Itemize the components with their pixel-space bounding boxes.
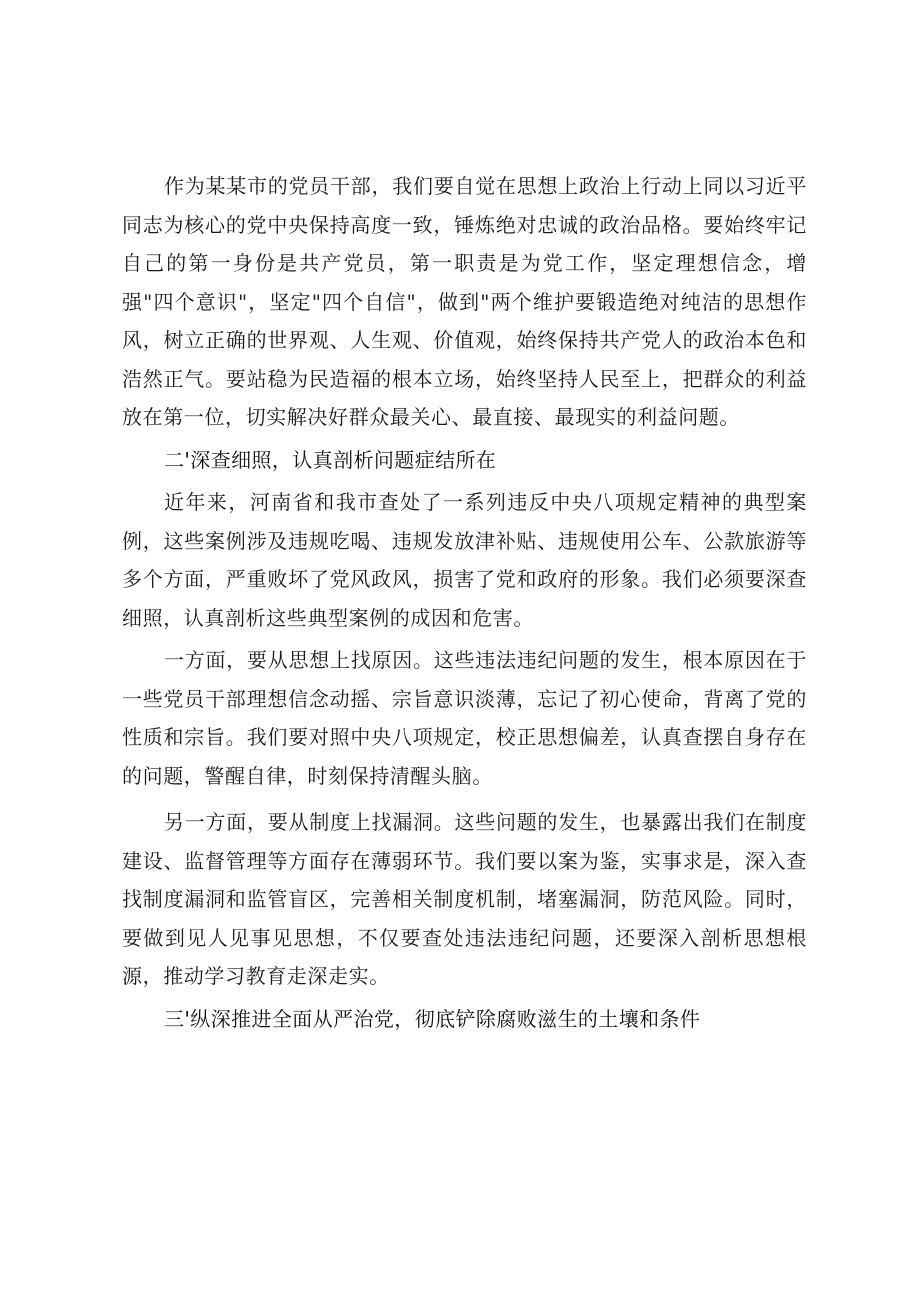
section-heading-3: 三'纵深推进全面从严治党，彻底铲除腐败滋生的土壤和条件 [164, 1006, 701, 1031]
paragraph-institutional-loopholes: 另一方面，要从制度上找漏洞。这些问题的发生，也暴露出我们在制度建设、监督管理等方面存在薄弱环节。我们要以案为鉴，实事求是，深入查找制度漏洞和监管盲区，完善相关制度机制，堵塞漏洞，防范风险。同时，要做到见人见事见思想，不仅要查处违法违纪问题，还要深入剖析思想根源，推动学习教育走深走实。 [122, 810, 807, 988]
section-heading-2: 二'深查细照，认真剖析问题症结所在 [164, 447, 497, 472]
paragraph-typical-cases: 近年来，河南省和我市查处了一系列违反中央八项规定精神的典型案例，这些案例涉及违规吃喝、违规发放津补贴、违规使用公车、公款旅游等多个方面，严重败坏了党风政风，损害了党和政府的形象。我们必须要深查细照，认真剖析这些典型案例的成因和危害。 [122, 490, 807, 630]
paragraph-political-loyalty: 作为某某市的党员干部，我们要自觉在思想上政治上行动上同以习近平同志为核心的党中央保持高度一致，锤炼绝对忠诚的政治品格。要始终牢记自己的第一身份是共产党员，第一职责是为党工作，坚定理想信念，增强"四个意识"，坚定"四个自信"，做到"两个维护要锻造绝对纯洁的思想作风，树立正确的世界观、人生观、价值观，始终保持共产党人的政治本色和浩然正气。要站稳为民造福的根本立场，始终坚持人民至上，把群众的利益放在第一位，切实解决好群众最关心、最直接、最现实的利益问题。 [122, 174, 807, 429]
paragraph-ideological-causes: 一方面，要从思想上找原因。这些违法违纪问题的发生，根本原因在于一些党员干部理想信念动摇、宗旨意识淡薄，忘记了初心使命，背离了党的性质和宗旨。我们要对照中央八项规定，校正思想偏差，认真查摆自身存在的问题，警醒自律，时刻保持清醒头脑。 [122, 648, 807, 788]
document-body [122, 167, 807, 1038]
